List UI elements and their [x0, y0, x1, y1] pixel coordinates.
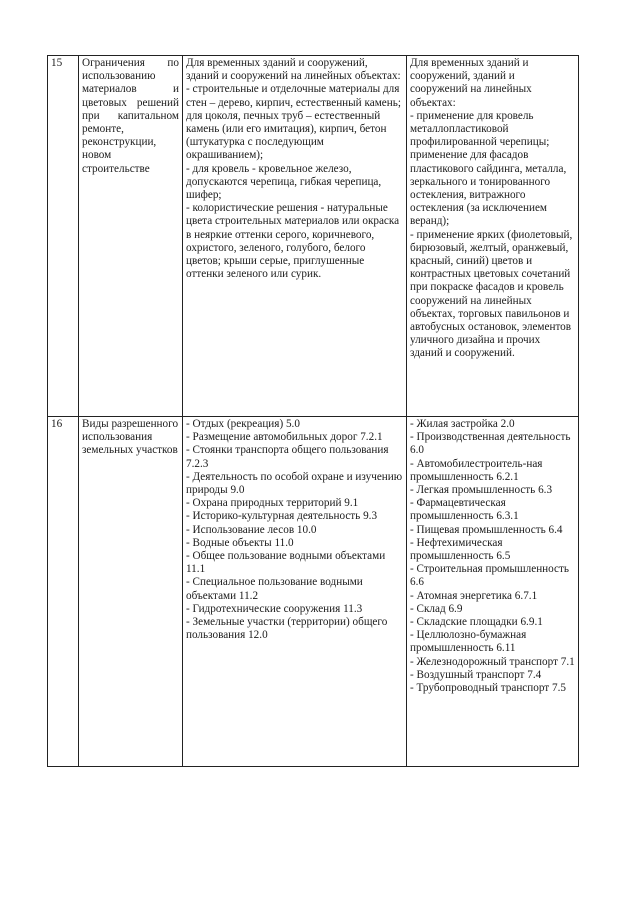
- restricted-cell: - Жилая застройка 2.0 - Производственная деятельность 6.0 - Автомобилестроитель-ная промышленность 6.2.1 - Легкая промышленность 6.3 - Фармацевтическая промышленность 6.3.1 - Пищевая промышленность 6.4 - Нефтехимическая промышленность 6.5 - Строительная промышленность 6.6 - Атомная энергетика 6.7.1 - Склад 6.9 - Складские площадки 6.9.1 - Целлюлозно-бумажная промышленность 6.11 - Железнодорожный транспорт 7.1 - Воздушный транспорт 7.4 - Трубопроводный транспорт 7.5: [407, 417, 579, 767]
- regulations-table: [47, 55, 579, 767]
- allowed-cell: - Отдых (рекреация) 5.0 - Размещение автомобильных дорог 7.2.1 - Стоянки транспорта общего пользования 7.2.3 - Деятельность по особой охране и изучению природы 9.0 - Охрана природных территорий 9.1 - Историко-культурная деятельность 9.3 - Использование лесов 10.0 - Водные объекты 11.0 - Общее пользование водными объектами 11.1 - Специальное пользование водными объектами 11.2 - Гидротехнические сооружения 11.3 - Земельные участки (территории) общего пользования 12.0: [183, 417, 407, 767]
- table-row: [48, 417, 579, 767]
- table-row: [48, 56, 579, 417]
- row-number: 16: [48, 417, 79, 767]
- row-number: 15: [48, 56, 79, 417]
- row-title: Виды разрешенного использования земельных участков: [79, 417, 183, 767]
- restricted-cell: Для временных зданий и сооружений, зданий и сооружений на линейных объектах: - применение для кровель металлопластиковой профилированной черепицы; применение для фасадов пластикового сайдинга, металла, зеркального и тонированного остекления, витражного остекления (за исключением веранд); - применение ярких (фиолетовый, бирюзовый, желтый, оранжевый, красный, синий) цветов и контрастных цветовых сочетаний при покраске фасадов и кровель сооружений на линейных объектах, торговых павильонов и автобусных остановок, элементов уличного дизайна и прочих зданий и сооружений.: [407, 56, 579, 417]
- row-title: Ограничения по использованию материалов и цветовых решений при капитальном ремонте, реконструкции, новом строительстве: [79, 56, 183, 417]
- allowed-cell: Для временных зданий и сооружений, зданий и сооружений на линейных объектах: - строительные и отделочные материалы для стен – дерево, кирпич, естественный камень; для цоколя, печных труб – естественный камень (или его имитация), кирпич, бетон (штукатурка с последующим окрашиванием); - для кровель - кровельное железо, допускаются черепица, гибкая черепица, шифер; - колористические решения - натуральные цвета строительных материалов или окраска в неяркие оттенки серого, коричневого, охристого, зеленого, голубого, белого цветов; крыши серые, приглушенные оттенки зеленого или сурик.: [183, 56, 407, 417]
